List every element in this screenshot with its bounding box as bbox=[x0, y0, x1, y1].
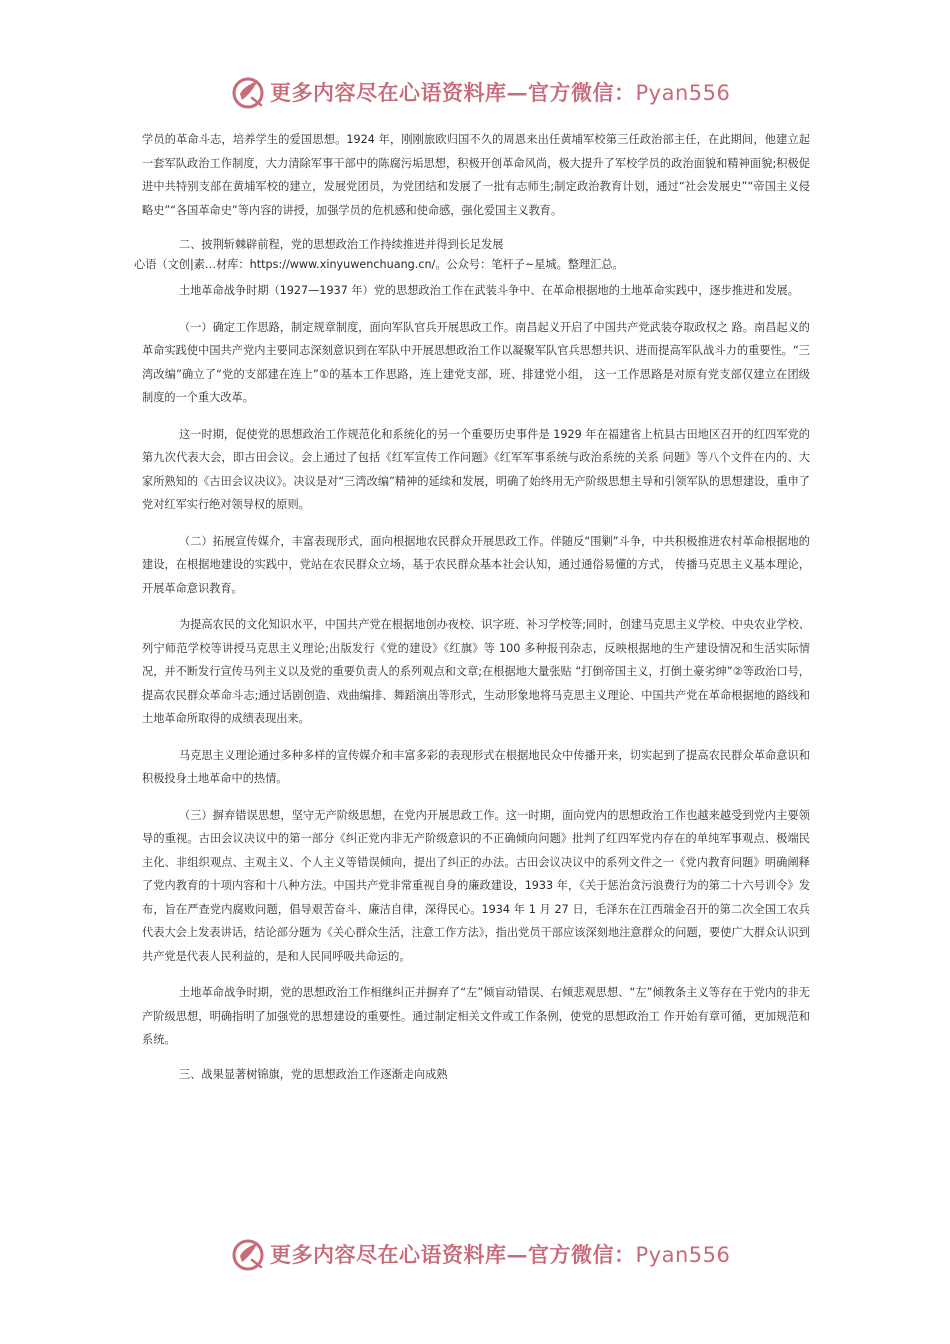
paragraph: 这一时期，促使党的思想政治工作规范化和系统化的另一个重要历史事件是 1929 年在福建省上杭县古田地区召开的红四军党的第九次代表大会，即古田会议。会上通过了包括《红军宣传工作问题》《红军军事系统与政治系统的关系 问题》等八个文件在内的、大家所熟知的《古田会议决议》。决议是对“三湾改编”精神的延续和发展，明确了始终用无产阶级思想主导和引领军队的思想建设，重申了党对红军实行绝对领导权的原则。 bbox=[142, 427, 810, 511]
paragraph: 土地革命战争时期（1927—1937 年）党的思想政治工作在武装斗争中、在革命根据地的土地革命实践中，逐步推进和发展。 bbox=[179, 284, 799, 297]
paragraph: 土地革命战争时期，党的思想政治工作相继纠正并摒弃了“左”倾盲动错误、右倾悲观思想、“左”倾教条主义等存在于党内的非无产阶级思想，明确指明了加强党的思想建设的重要性。通过制定相关文件或工作条例，使党的思想政治工 作开始有章可循，更加规范和系统。 bbox=[142, 986, 810, 1046]
document-body bbox=[134, 128, 810, 1085]
header-banner bbox=[0, 72, 950, 112]
paragraph: 为提高农民的文化知识水平，中国共产党在根据地创办夜校、识字班、补习学校等;同时，创建马克思主义学校、中央农业学校、列宁师范学校等讲授马克思主义理论;出版发行《党的建设》《红旗》等 100 多种报刊杂志，反映根据地的生产建设情况和生活实际情况，并不断发行宣传马列主义以及党的重要负责人的系列观点和文章;在根据地大量张贴 “打倒帝国主义，打倒土豪劣绅”②等政治口号，提高农民群众革命斗志;通过话剧创造、戏曲编排、舞蹈演出等形式，生动形象地将马克思主义理论、中国共产党在革命根据地的路线和土地革命所取得的成绩表现出来。 bbox=[142, 618, 810, 725]
banner-text: 更多内容尽在心语资料库—官方微信：Pyan556 bbox=[270, 1242, 731, 1267]
paragraph: （三）摒弃错误思想，坚守无产阶级思想，在党内开展思政工作。这一时期，面向党内的思想政治工作也越来越受到党内主要领导的重视。古田会议决议中的第一部分《纠正党内非无产阶级意识的不正确倾向问题》批判了红四军党内存在的单纯军事观点、极端民主化、非组织观点、主观主义、个人主义等错误倾向，提出了纠正的办法。古田会议决议中的系列文件之一《党内教育问题》明确阐释了党内教育的十项内容和十八种方法。中国共产党非常重视自身的廉政建设，1933 年，《关于惩治贪污浪费行为的第二十六号训令》发布，旨在严查党内腐败问题，倡导艰苦奋斗、廉洁自律，深得民心。1934 年 1 月 27 日，毛泽东在江西瑞金召开的第二次全国工农兵代表大会上发表讲话，结论部分题为《关心群众生活，注意工作方法》，指出党员干部应该深刻地注意群众的问题，要使广大群众认识到共产党是代表人民利益的，是和人民同呼吸共命运的。 bbox=[142, 808, 810, 963]
source-note: 心语（文创|素…材库：https://www.xinyuwenchuang.cn/。公众号：笔杆子~星城。整理汇总。 bbox=[134, 258, 624, 271]
brush-logo-icon bbox=[228, 72, 268, 112]
paragraph: 马克思主义理论通过多种多样的宣传媒介和丰富多彩的表现形式在根据地民众中传播开来，切实起到了提高农民群众革命意识和积极投身土地革命中的热情。 bbox=[142, 748, 810, 785]
paragraph: 学员的革命斗志，培养学生的爱国思想。1924 年，刚刚旅欧归国不久的周恩来出任黄埔军校第三任政治部主任，在此期间，他建立起一套军队政治工作制度，大力清除军事干部中的陈腐污垢思想，积极开创革命风尚，极大提升了军校学员的政治面貌和精神面貌;积极促进中共特别支部在黄埔军校的建立，发展党团员，为党团结和发展了一批有志师生;制定政治教育计划，通过“社会发展史”“帝国主义侵略史”“各国革命史”等内容的讲授，加强学员的危机感和使命感，强化爱国主义教育。 bbox=[142, 133, 810, 217]
section-heading: 三、战果显著树锦旗，党的思想政治工作逐渐走向成熟 bbox=[179, 1067, 448, 1081]
section-heading: 二、披荆斩棘辟前程，党的思想政治工作持续推进并得到长足发展 bbox=[179, 238, 504, 251]
banner-text: 更多内容尽在心语资料库—官方微信：Pyan556 bbox=[270, 80, 731, 105]
paragraph: （一）确定工作思路，制定规章制度，面向军队官兵开展思政工作。南昌起义开启了中国共产党武装夺取政权之 路。南昌起义的革命实践使中国共产党内主要同志深刻意识到在军队中开展思想政治工作以凝聚军队官兵思想共识、进而提高军队战斗力的重要性。“三湾改编”确立了“党的支部建在连上”①的基本工作思路，连上建党支部，班、排建党小组， 这一工作思路是对原有党支部仅建立在团级制度的一个重大改革。 bbox=[142, 320, 810, 404]
brush-logo-icon bbox=[228, 1234, 268, 1274]
footer-banner bbox=[0, 1234, 950, 1274]
paragraph: （二）拓展宣传媒介，丰富表现形式，面向根据地农民群众开展思政工作。伴随反“围剿”斗争，中共积极推进农村革命根据地的建设，在根据地建设的实践中，党站在农民群众立场，基于农民群众基本社会认知，通过通俗易懂的方式， 传播马克思主义基本理论，开展革命意识教育。 bbox=[142, 534, 810, 595]
